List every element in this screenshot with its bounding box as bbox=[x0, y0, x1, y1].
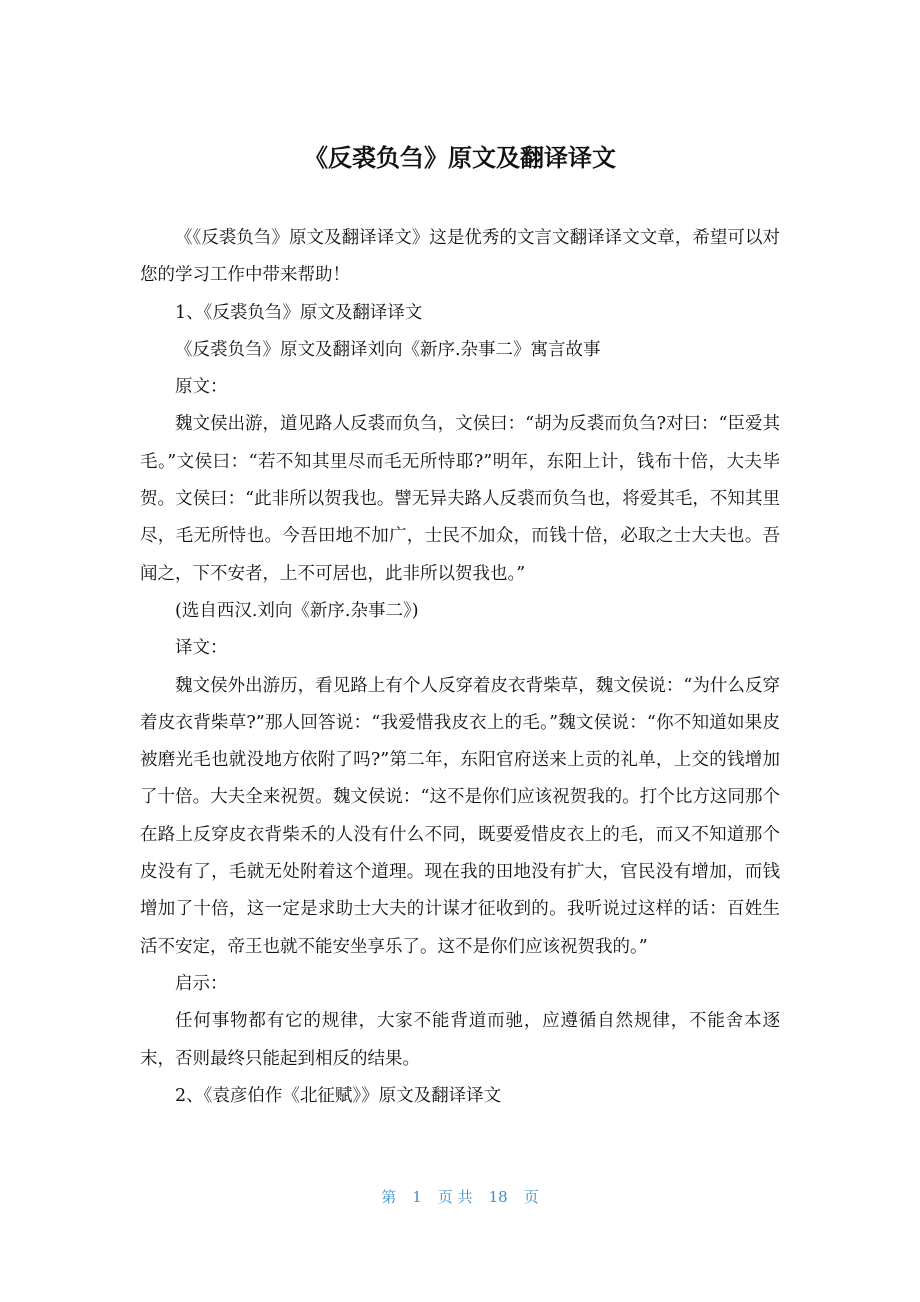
footer-total-pages: 18 bbox=[488, 1188, 508, 1206]
document-body bbox=[140, 220, 780, 1115]
footer-ye-gong: 页 共 bbox=[437, 1188, 473, 1206]
page-footer bbox=[0, 1184, 920, 1210]
source-line: 《反裘负刍》原文及翻译刘向《新序.杂事二》寓言故事 bbox=[175, 339, 601, 360]
section-heading-2: 2、《袁彦伯作《北征赋》》原文及翻译译文 bbox=[175, 1085, 502, 1106]
translation-text: 魏文侯外出游历，看见路上有个人反穿着皮衣背柴草，魏文侯说：“为什么反穿着皮衣背柴草?”那人回答说：“我爱惜我皮衣上的毛。”魏文侯说：“你不知道如果皮被磨光毛也就没地方依附了吗?”第二年，东阳官府送来上贡的礼单，上交的钱增加了十倍。大夫全来祝贺。魏文侯说：“这不是你们应该祝贺我的。打个比方这同那个在路上反穿皮衣背柴禾的人没有什么不同，既要爱惜皮衣上的毛，而又不知道那个皮没有了，毛就无处附着这个道理。现在我的田地没有扩大，官民没有增加，而钱增加了十倍，这一定是求助士大夫的计谋才征收到的。我听说过这样的话：百姓生活不安定，帝王也就不能安坐享乐了。这不是你们应该祝贺我的。” bbox=[140, 675, 780, 957]
original-text-label: 原文： bbox=[175, 377, 228, 398]
footer-di: 第 bbox=[381, 1188, 397, 1206]
original-text: 魏文侯出游，道见路人反裘而负刍，文侯曰：“胡为反裘而负刍?对曰：“臣爱其毛。”文侯曰：“若不知其里尽而毛无所恃耶?”明年，东阳上计，钱布十倍，大夫毕贺。文侯曰：“此非所以贺我也。譬无异夫路人反裘而负刍也，将爱其毛，不知其里尽，毛无所恃也。今吾田地不加广，士民不加众，而钱十倍，必取之士大夫也。吾闻之，下不安者，上不可居也，此非所以贺我也。” bbox=[140, 414, 780, 584]
footer-ye: 页 bbox=[523, 1188, 539, 1206]
source-citation: (选自西汉.刘向《新序.杂事二》) bbox=[175, 600, 419, 621]
document-title: 《反裘负刍》原文及翻译译文 bbox=[304, 144, 616, 172]
lesson-text: 任何事物都有它的规律，大家不能背道而驰，应遵循自然规律，不能舍本逐末，否则最终只能起到相反的结果。 bbox=[140, 1011, 780, 1069]
section-heading-1: 1、《反裘负刍》原文及翻译译文 bbox=[175, 302, 423, 323]
intro-paragraph: 《《反裘负刍》原文及翻译译文》这是优秀的文言文翻译译文文章，希望可以对您的学习工作中带来帮助！ bbox=[140, 228, 780, 286]
translation-label: 译文： bbox=[175, 638, 228, 659]
footer-page-number: 1 bbox=[412, 1188, 422, 1206]
lesson-label: 启示： bbox=[175, 973, 228, 994]
